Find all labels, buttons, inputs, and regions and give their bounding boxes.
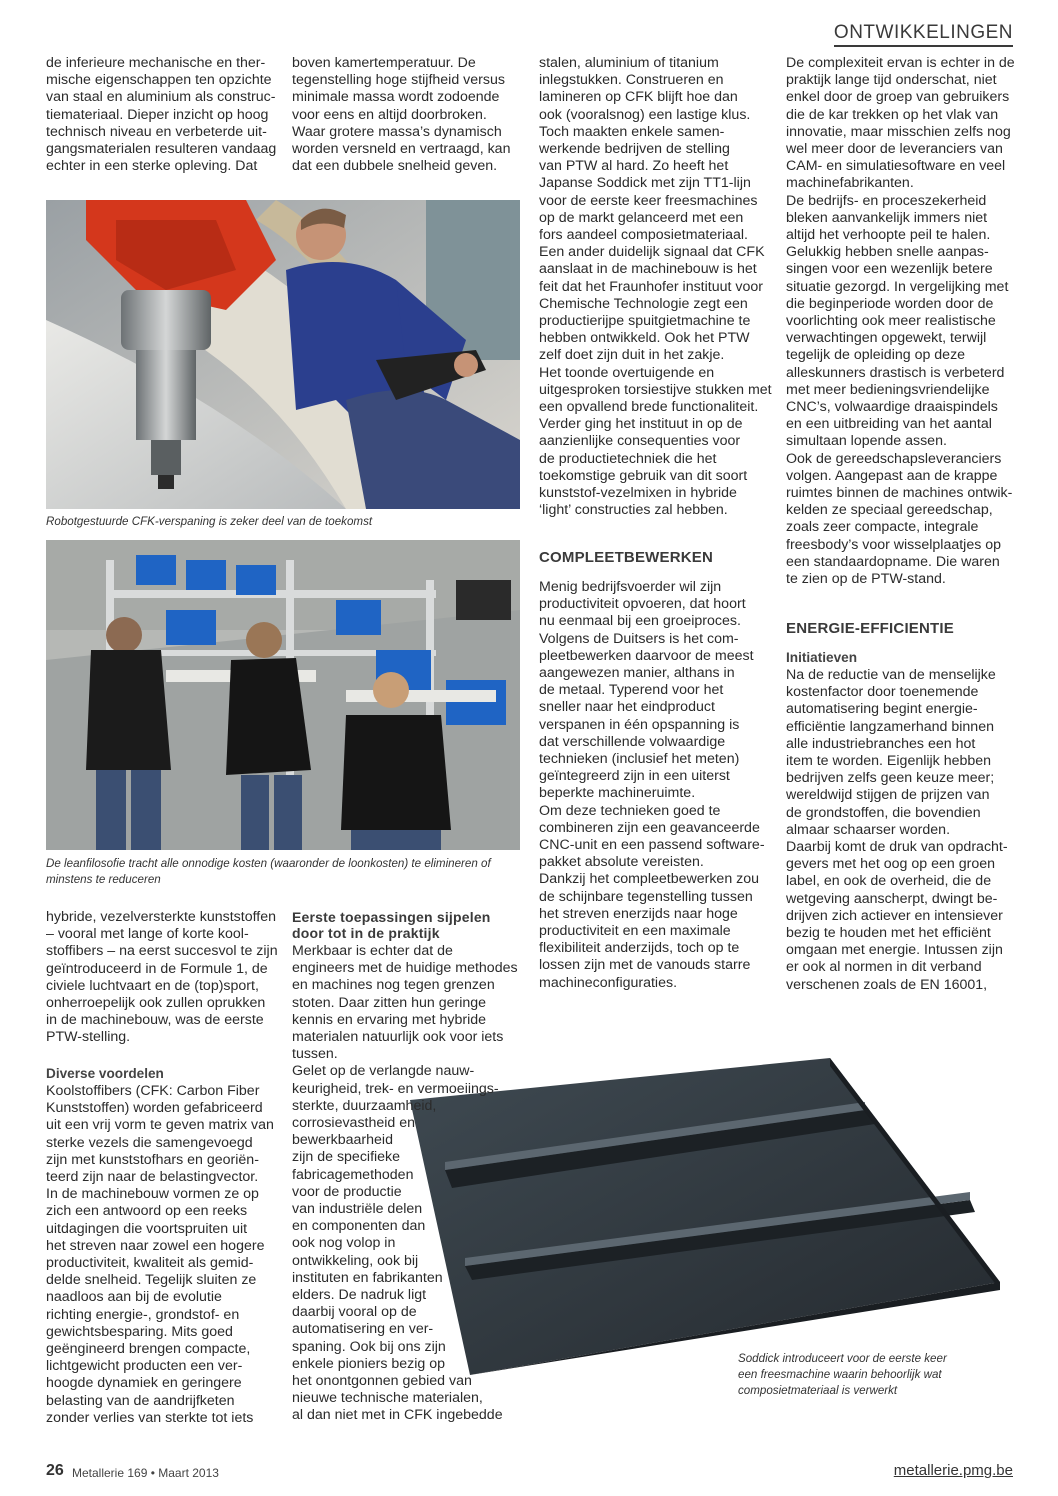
website-link[interactable]: metallerie.pmg.be	[893, 1462, 1013, 1479]
section-label: ONTWIKKELINGEN	[834, 22, 1013, 47]
heading-diverse-voordelen: Diverse voordelen	[46, 1066, 164, 1081]
column-4-bottom-text: Na de reductie van de menselijke kostenfactor door toenemende automatisering begint energie- efficiëntie langzamerhand binnen alle industriebranches een hot item te worden. Eigenlijk hebben bedrijven zelfs geen keuze meer; wereldwijd stijgen de prijzen van de grondstoffen, die bovendien almaar schaarser worden. Daarbij komt de druk van opdracht- gevers met het oog op een groen label, en ook de overheid, die de wetgeving aanscherpt, dwingt be- drijven zich actiever en intensiever bezig te houden met het efficiënt omgaan met energie. Intussen zijn er ook al normen in dit verband verschenen zoals de EN 16001,	[786, 667, 1008, 993]
heading-compleetbewerken: COMPLEETBEWERKEN	[539, 549, 714, 566]
subheading-initiatieven: Initiatieven	[786, 650, 858, 665]
page-number: 26	[46, 1462, 64, 1479]
lean-photo-caption: De leanfilosofie tracht alle onnodige kosten (waaronder de loonkosten) te elimineren of minstens te reduceren	[46, 857, 491, 886]
robot-photo-caption: Robotgestuurde CFK-verspaning is zeker deel van de toekomst	[46, 515, 373, 528]
column-4-top-text: De complexiteit ervan is echter in de praktijk lange tijd onderschat, niet enkel door de groep van gebruikers die de kar trekken op het vlak van innovatie, maar misschien zelfs nog wel meer door de leveranciers van CAM- en simulatiesoftware en veel machinefabrikanten. De bedrijfs- en proceszekerheid bleken aanvankelijk immers niet altijd het verhoopte peil te halen. Gelukkig hebben snelle aanpas- singen voor een wezenlijk betere situatie gezorgd. In vergelijking met die beginperiode worden door de voorlichting ook meer realistische verwachtingen opgewekt, terwijl tegelijk de opleiding op deze alleskunners drastisch is verbeterd met meer bedieningsvriendelijke CNC’s, volwaardige draaispindels en een uitbreiding van het aantal simultaan lopende assen. Ook de gereedschapsleveranciers volgen. Aangepast aan de krappe ruimtes binnen de machines ontwik- kelden ze speciaal gereedschap, zoals zeer compacte, integrale freesbody’s voor wisselplaatjes op een standaardopname. Die waren te zien op de PTW-stand.	[786, 55, 1015, 588]
column-2-top-text: boven kamertemperatuur. De tegenstelling hoge stijfheid versus minimale massa wordt zodoende voor eens en altijd doorbroken. Waar grotere massa’s dynamisch worden versneld en vertraagd, kan dat een dubbele snelheid geven.	[292, 55, 511, 175]
robot-photo	[46, 200, 520, 509]
column-3-top-text: stalen, aluminium of titanium inlegstukken. Construeren en lamineren op CFK blijft hoe dan ook (vooralsnog) een lastige klus. Toch maakten enkele samen- werkende bedrijven de stelling van PTW al hard. Zo heeft het Japanse Soddick met zijn TT1-lijn voor de eerste keer freesmachines op de markt gelanceerd met een fors aandeel composietmateriaal. Een ander duidelijk signaal dat CFK aanslaat in de machinebouw is het feit dat het Fraunhofer instituut voor Chemische Technologie zegt een productierijpe spuitgietmachine te hebben ontwikkeld. Ook het PTW zelf doet zijn duit in het zakje. Het toonde overtuigende en uitgesproken torsiestijve stukken met een opvallend brede functionaliteit. Verder ging het instituut in op de aanzienlijke consequenties voor de productietechniek die het toekomstige gebruik van dit soort kunststof-vezelmixen in hybride ‘light’ constructies zal hebben.	[539, 55, 772, 519]
heading-eerste-toepassingen: Eerste toepassingen sijpelen door tot in de praktijk	[292, 909, 491, 941]
soddick-caption: Soddick introduceert voor de eerste keer een freesmachine waarin behoorlijk wat composietmateriaal is verwerkt	[738, 1352, 947, 1397]
column-1-lower-text-b: Koolstoffibers (CFK: Carbon Fiber Kunststoffen) worden gefabriceerd uit een vrij vorm te geven matrix van sterke vezels die samengevoegd zijn met kunststofhars en georiën- teerd zijn naar de belastingvector. In de machinebouw vormen ze op zich een antwoord op een reeks uitdagingen die voortspruiten uit het streven naar zowel een hogere productiviteit, kwaliteit als gemid- delde snelheid. Tegelijk sluiten ze naadloos aan bij de evolutie richting energie-, grondstof- en gewichtsbesparing. Mits goed geëngineerd brengen compacte, lichtgewicht producten een ver- hoogde dynamiek en geringere belasting van de aandrijfketen zonder verlies van sterkte tot iets	[46, 1083, 274, 1426]
column-1-top-text: de inferieure mechanische en ther- mische eigenschappen ten opzichte van staal en aluminium als construc- tiemateriaal. Dieper inzicht op hoog technisch niveau en verbeterde uit- gangsmaterialen resulteren vandaag echter in een sterke opleving. Dat	[46, 55, 277, 175]
column-2-lower-text: Merkbaar is echter dat de engineers met de huidige methodes en machines nog tegen grenzen stoten. Daar zitten hun geringe kennis en ervaring met hybride materialen natuurlijk ook voor iets tussen. Gelet op de verlangde nauw- keurigheid, trek- en vermoeiings- sterkte, duurzaamheid, corrosievastheid en bewerkbaarheid zijn de specifieke fabricagemethoden voor de productie van industriële delen en componenten dan ook nog volop in ontwikkeling, ook bij instituten en fabrikanten elders. De nadruk ligt daarbij vooral op de automatisering en ver- spaning. Ook bij ons zijn enkele pioniers bezig op het onontgonnen gebied van nieuwe technische materialen, al dan niet met in CFK ingebedde	[292, 943, 518, 1424]
heading-energie-efficientie: ENERGIE-EFFICIENTIE	[786, 620, 954, 637]
column-3-bottom-text: Menig bedrijfsvoerder wil zijn productiviteit opvoeren, dat hoort nu eenmaal bij een groeiproces. Volgens de Duitsers is het com- pleetbewerken daarvoor de meest aangewezen manier, althans in de metaal. Typerend voor het sneller naar het eindproduct verspanen in één opspanning is dat verschillende volwaardige technieken (inclusief het meten) geïntegreerd zijn in een uiterst beperkte machineruimte. Om deze technieken goed te combineren zijn een geavanceerde CNC-unit en een passend software- pakket absolute vereisten. Dankzij het compleetbewerken zou de schijnbare tegenstelling tussen het streven enerzijds naar hoge productiviteit en een maximale flexibiliteit anderzijds, toch op te lossen zijn met de vanouds starre machineconfiguraties.	[539, 579, 765, 991]
lean-workplace-photo	[46, 540, 520, 850]
column-1-lower-text-a: hybride, vezelversterkte kunststoffen – vooral met lange of korte kool- stoffibers – na eerst succesvol te zijn geïntroduceerd in de Formule 1, de civiele luchtvaart en de (top)sport, onherroepelijk ook zullen oprukken in de machinebouw, was de eerste PTW-stelling.	[46, 909, 278, 1046]
publication-info: Metallerie 169 • Maart 2013	[72, 1466, 219, 1480]
